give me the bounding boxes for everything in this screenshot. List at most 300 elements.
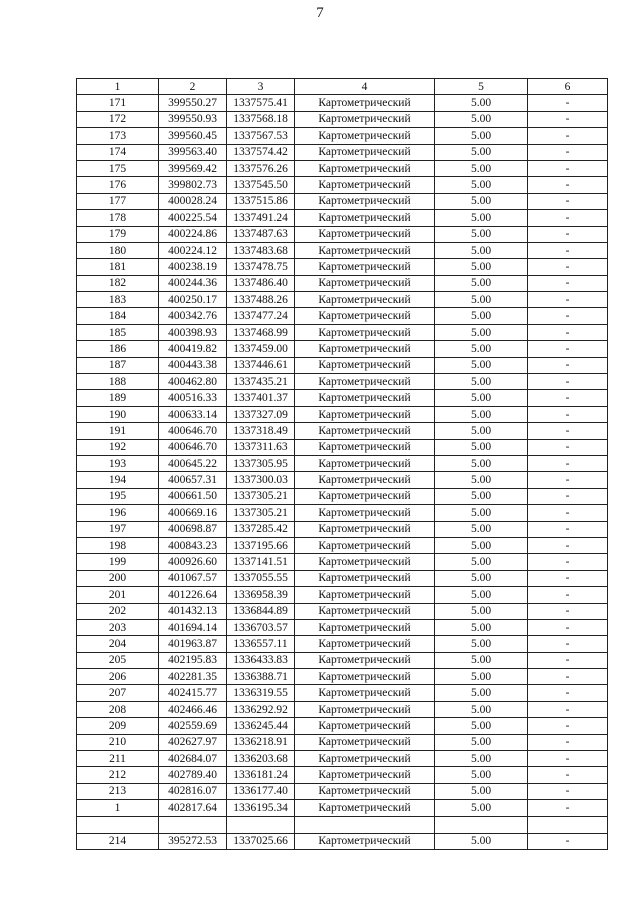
blank-separator-row bbox=[77, 816, 608, 833]
column-header-1: 1 bbox=[77, 79, 159, 95]
description-cell: - bbox=[528, 505, 608, 521]
x-coordinate-cell: 401694.14 bbox=[159, 619, 227, 635]
table-row bbox=[77, 193, 608, 209]
x-coordinate-cell: 399802.73 bbox=[159, 177, 227, 193]
method-cell: Картометрический bbox=[295, 587, 435, 603]
point-number-cell: 205 bbox=[77, 652, 159, 668]
y-coordinate-cell: 1336388.71 bbox=[227, 669, 295, 685]
description-cell: - bbox=[528, 111, 608, 127]
accuracy-cell: 5.00 bbox=[435, 95, 528, 111]
table-row bbox=[77, 111, 608, 127]
column-header-2: 2 bbox=[159, 79, 227, 95]
y-coordinate-cell: 1336218.91 bbox=[227, 734, 295, 750]
description-cell: - bbox=[528, 95, 608, 111]
coordinates-table bbox=[76, 78, 608, 850]
accuracy-cell: 5.00 bbox=[435, 275, 528, 291]
y-coordinate-cell: 1336557.11 bbox=[227, 636, 295, 652]
point-number-cell: 189 bbox=[77, 390, 159, 406]
description-cell: - bbox=[528, 603, 608, 619]
description-cell: - bbox=[528, 275, 608, 291]
y-coordinate-cell: 1337575.41 bbox=[227, 95, 295, 111]
y-coordinate-cell: 1337515.86 bbox=[227, 193, 295, 209]
accuracy-cell: 5.00 bbox=[435, 570, 528, 586]
method-cell: Картометрический bbox=[295, 603, 435, 619]
method-cell: Картометрический bbox=[295, 718, 435, 734]
y-coordinate-cell: 1337486.40 bbox=[227, 275, 295, 291]
point-number-cell: 195 bbox=[77, 488, 159, 504]
accuracy-cell: 5.00 bbox=[435, 521, 528, 537]
point-number-cell: 188 bbox=[77, 374, 159, 390]
accuracy-cell: 5.00 bbox=[435, 193, 528, 209]
accuracy-cell: 5.00 bbox=[435, 423, 528, 439]
point-number-cell: 1 bbox=[77, 800, 159, 816]
x-coordinate-cell: 400398.93 bbox=[159, 324, 227, 340]
method-cell: Картометрический bbox=[295, 455, 435, 471]
table-row bbox=[77, 521, 608, 537]
point-number-cell: 182 bbox=[77, 275, 159, 291]
method-cell: Картометрический bbox=[295, 275, 435, 291]
x-coordinate-cell: 400633.14 bbox=[159, 406, 227, 422]
table-row bbox=[77, 177, 608, 193]
description-cell: - bbox=[528, 259, 608, 275]
accuracy-cell: 5.00 bbox=[435, 226, 528, 242]
accuracy-cell: 5.00 bbox=[435, 128, 528, 144]
point-number-cell: 172 bbox=[77, 111, 159, 127]
point-number-cell: 197 bbox=[77, 521, 159, 537]
point-number-cell: 181 bbox=[77, 259, 159, 275]
y-coordinate-cell: 1337195.66 bbox=[227, 537, 295, 553]
x-coordinate-cell: 399550.27 bbox=[159, 95, 227, 111]
description-cell: - bbox=[528, 226, 608, 242]
table-row bbox=[77, 423, 608, 439]
method-cell: Картометрический bbox=[295, 767, 435, 783]
point-number-cell: 178 bbox=[77, 210, 159, 226]
x-coordinate-cell: 400419.82 bbox=[159, 341, 227, 357]
accuracy-cell: 5.00 bbox=[435, 357, 528, 373]
method-cell: Картометрический bbox=[295, 160, 435, 176]
method-cell: Картометрический bbox=[295, 111, 435, 127]
x-coordinate-cell: 402816.07 bbox=[159, 783, 227, 799]
accuracy-cell: 5.00 bbox=[435, 751, 528, 767]
empty-cell bbox=[295, 816, 435, 833]
point-number-cell: 190 bbox=[77, 406, 159, 422]
point-number-cell: 187 bbox=[77, 357, 159, 373]
table-row bbox=[77, 767, 608, 783]
method-cell: Картометрический bbox=[295, 226, 435, 242]
description-cell: - bbox=[528, 406, 608, 422]
y-coordinate-cell: 1337305.21 bbox=[227, 488, 295, 504]
point-number-cell: 175 bbox=[77, 160, 159, 176]
x-coordinate-cell: 399550.93 bbox=[159, 111, 227, 127]
column-header-4: 4 bbox=[295, 79, 435, 95]
method-cell: Картометрический bbox=[295, 521, 435, 537]
table-row bbox=[77, 324, 608, 340]
x-coordinate-cell: 400224.12 bbox=[159, 242, 227, 258]
method-cell: Картометрический bbox=[295, 144, 435, 160]
point-number-cell: 183 bbox=[77, 292, 159, 308]
table-row bbox=[77, 472, 608, 488]
description-cell: - bbox=[528, 193, 608, 209]
description-cell: - bbox=[528, 734, 608, 750]
accuracy-cell: 5.00 bbox=[435, 767, 528, 783]
x-coordinate-cell: 401067.57 bbox=[159, 570, 227, 586]
y-coordinate-cell: 1337311.63 bbox=[227, 439, 295, 455]
accuracy-cell: 5.00 bbox=[435, 308, 528, 324]
y-coordinate-cell: 1337327.09 bbox=[227, 406, 295, 422]
point-number-cell: 186 bbox=[77, 341, 159, 357]
column-header-3: 3 bbox=[227, 79, 295, 95]
point-number-cell: 177 bbox=[77, 193, 159, 209]
description-cell: - bbox=[528, 210, 608, 226]
y-coordinate-cell: 1337477.24 bbox=[227, 308, 295, 324]
description-cell: - bbox=[528, 324, 608, 340]
method-cell: Картометрический bbox=[295, 308, 435, 324]
x-coordinate-cell: 402789.40 bbox=[159, 767, 227, 783]
description-cell: - bbox=[528, 833, 608, 849]
table-row bbox=[77, 783, 608, 799]
table-row bbox=[77, 570, 608, 586]
x-coordinate-cell: 400224.86 bbox=[159, 226, 227, 242]
y-coordinate-cell: 1337305.95 bbox=[227, 455, 295, 471]
accuracy-cell: 5.00 bbox=[435, 718, 528, 734]
description-cell: - bbox=[528, 242, 608, 258]
accuracy-cell: 5.00 bbox=[435, 652, 528, 668]
method-cell: Картометрический bbox=[295, 177, 435, 193]
x-coordinate-cell: 402627.97 bbox=[159, 734, 227, 750]
y-coordinate-cell: 1336195.34 bbox=[227, 800, 295, 816]
x-coordinate-cell: 402195.83 bbox=[159, 652, 227, 668]
description-cell: - bbox=[528, 685, 608, 701]
point-number-cell: 207 bbox=[77, 685, 159, 701]
x-coordinate-cell: 400646.70 bbox=[159, 439, 227, 455]
table-row bbox=[77, 210, 608, 226]
method-cell: Картометрический bbox=[295, 423, 435, 439]
method-cell: Картометрический bbox=[295, 554, 435, 570]
y-coordinate-cell: 1337488.26 bbox=[227, 292, 295, 308]
x-coordinate-cell: 402415.77 bbox=[159, 685, 227, 701]
method-cell: Картометрический bbox=[295, 783, 435, 799]
method-cell: Картометрический bbox=[295, 652, 435, 668]
method-cell: Картометрический bbox=[295, 505, 435, 521]
x-coordinate-cell: 400238.19 bbox=[159, 259, 227, 275]
point-number-cell: 192 bbox=[77, 439, 159, 455]
table-row bbox=[77, 374, 608, 390]
x-coordinate-cell: 399569.42 bbox=[159, 160, 227, 176]
description-cell: - bbox=[528, 439, 608, 455]
x-coordinate-cell: 400645.22 bbox=[159, 455, 227, 471]
description-cell: - bbox=[528, 669, 608, 685]
point-number-cell: 173 bbox=[77, 128, 159, 144]
table-row bbox=[77, 554, 608, 570]
table-row bbox=[77, 357, 608, 373]
coordinates-table-body bbox=[77, 79, 608, 850]
accuracy-cell: 5.00 bbox=[435, 619, 528, 635]
y-coordinate-cell: 1336203.68 bbox=[227, 751, 295, 767]
accuracy-cell: 5.00 bbox=[435, 374, 528, 390]
x-coordinate-cell: 400342.76 bbox=[159, 308, 227, 324]
description-cell: - bbox=[528, 521, 608, 537]
method-cell: Картометрический bbox=[295, 619, 435, 635]
y-coordinate-cell: 1337435.21 bbox=[227, 374, 295, 390]
description-cell: - bbox=[528, 128, 608, 144]
table-row bbox=[77, 505, 608, 521]
table-row bbox=[77, 488, 608, 504]
method-cell: Картометрический bbox=[295, 636, 435, 652]
description-cell: - bbox=[528, 767, 608, 783]
method-cell: Картометрический bbox=[295, 669, 435, 685]
accuracy-cell: 5.00 bbox=[435, 439, 528, 455]
method-cell: Картометрический bbox=[295, 374, 435, 390]
description-cell: - bbox=[528, 783, 608, 799]
point-number-cell: 213 bbox=[77, 783, 159, 799]
description-cell: - bbox=[528, 488, 608, 504]
x-coordinate-cell: 399560.45 bbox=[159, 128, 227, 144]
table-row bbox=[77, 144, 608, 160]
page-number: 7 bbox=[316, 5, 324, 21]
description-cell: - bbox=[528, 472, 608, 488]
point-number-cell: 198 bbox=[77, 537, 159, 553]
table-row bbox=[77, 275, 608, 291]
x-coordinate-cell: 399563.40 bbox=[159, 144, 227, 160]
table-row bbox=[77, 652, 608, 668]
method-cell: Картометрический bbox=[295, 734, 435, 750]
x-coordinate-cell: 395272.53 bbox=[159, 833, 227, 849]
method-cell: Картометрический bbox=[295, 95, 435, 111]
x-coordinate-cell: 400657.31 bbox=[159, 472, 227, 488]
accuracy-cell: 5.00 bbox=[435, 111, 528, 127]
point-number-cell: 179 bbox=[77, 226, 159, 242]
table-row bbox=[77, 455, 608, 471]
y-coordinate-cell: 1337318.49 bbox=[227, 423, 295, 439]
empty-cell bbox=[159, 816, 227, 833]
empty-cell bbox=[77, 816, 159, 833]
table-header-row bbox=[77, 79, 608, 95]
table-row bbox=[77, 685, 608, 701]
table-row bbox=[77, 406, 608, 422]
accuracy-cell: 5.00 bbox=[435, 144, 528, 160]
accuracy-cell: 5.00 bbox=[435, 390, 528, 406]
x-coordinate-cell: 402466.46 bbox=[159, 701, 227, 717]
point-number-cell: 176 bbox=[77, 177, 159, 193]
x-coordinate-cell: 400244.36 bbox=[159, 275, 227, 291]
table-row bbox=[77, 341, 608, 357]
x-coordinate-cell: 402559.69 bbox=[159, 718, 227, 734]
y-coordinate-cell: 1337491.24 bbox=[227, 210, 295, 226]
point-number-cell: 206 bbox=[77, 669, 159, 685]
x-coordinate-cell: 400646.70 bbox=[159, 423, 227, 439]
method-cell: Картометрический bbox=[295, 341, 435, 357]
description-cell: - bbox=[528, 177, 608, 193]
table-row bbox=[77, 292, 608, 308]
point-number-cell: 210 bbox=[77, 734, 159, 750]
table-row bbox=[77, 226, 608, 242]
method-cell: Картометрический bbox=[295, 357, 435, 373]
table-row bbox=[77, 308, 608, 324]
point-number-cell: 185 bbox=[77, 324, 159, 340]
accuracy-cell: 5.00 bbox=[435, 505, 528, 521]
table-row bbox=[77, 128, 608, 144]
accuracy-cell: 5.00 bbox=[435, 242, 528, 258]
y-coordinate-cell: 1337305.21 bbox=[227, 505, 295, 521]
description-cell: - bbox=[528, 308, 608, 324]
method-cell: Картометрический bbox=[295, 537, 435, 553]
accuracy-cell: 5.00 bbox=[435, 537, 528, 553]
point-number-cell: 171 bbox=[77, 95, 159, 111]
method-cell: Картометрический bbox=[295, 193, 435, 209]
y-coordinate-cell: 1336433.83 bbox=[227, 652, 295, 668]
y-coordinate-cell: 1336181.24 bbox=[227, 767, 295, 783]
y-coordinate-cell: 1337300.03 bbox=[227, 472, 295, 488]
description-cell: - bbox=[528, 455, 608, 471]
x-coordinate-cell: 400250.17 bbox=[159, 292, 227, 308]
x-coordinate-cell: 400926.60 bbox=[159, 554, 227, 570]
x-coordinate-cell: 400225.54 bbox=[159, 210, 227, 226]
description-cell: - bbox=[528, 619, 608, 635]
y-coordinate-cell: 1337483.68 bbox=[227, 242, 295, 258]
description-cell: - bbox=[528, 570, 608, 586]
method-cell: Картометрический bbox=[295, 324, 435, 340]
point-number-cell: 193 bbox=[77, 455, 159, 471]
column-header-5: 5 bbox=[435, 79, 528, 95]
method-cell: Картометрический bbox=[295, 751, 435, 767]
accuracy-cell: 5.00 bbox=[435, 669, 528, 685]
table-row bbox=[77, 619, 608, 635]
y-coordinate-cell: 1337487.63 bbox=[227, 226, 295, 242]
method-cell: Картометрический bbox=[295, 292, 435, 308]
y-coordinate-cell: 1337446.61 bbox=[227, 357, 295, 373]
description-cell: - bbox=[528, 341, 608, 357]
table-row bbox=[77, 751, 608, 767]
empty-cell bbox=[227, 816, 295, 833]
x-coordinate-cell: 400443.38 bbox=[159, 357, 227, 373]
x-coordinate-cell: 401432.13 bbox=[159, 603, 227, 619]
point-number-cell: 204 bbox=[77, 636, 159, 652]
table-row bbox=[77, 636, 608, 652]
table-row bbox=[77, 587, 608, 603]
accuracy-cell: 5.00 bbox=[435, 783, 528, 799]
point-number-cell: 174 bbox=[77, 144, 159, 160]
accuracy-cell: 5.00 bbox=[435, 406, 528, 422]
point-number-cell: 200 bbox=[77, 570, 159, 586]
accuracy-cell: 5.00 bbox=[435, 587, 528, 603]
method-cell: Картометрический bbox=[295, 439, 435, 455]
point-number-cell: 202 bbox=[77, 603, 159, 619]
method-cell: Картометрический bbox=[295, 390, 435, 406]
table-row bbox=[77, 800, 608, 816]
point-number-cell: 214 bbox=[77, 833, 159, 849]
description-cell: - bbox=[528, 390, 608, 406]
description-cell: - bbox=[528, 636, 608, 652]
point-number-cell: 196 bbox=[77, 505, 159, 521]
y-coordinate-cell: 1337401.37 bbox=[227, 390, 295, 406]
table-row bbox=[77, 390, 608, 406]
point-number-cell: 191 bbox=[77, 423, 159, 439]
method-cell: Картометрический bbox=[295, 259, 435, 275]
accuracy-cell: 5.00 bbox=[435, 324, 528, 340]
method-cell: Картометрический bbox=[295, 128, 435, 144]
y-coordinate-cell: 1337055.55 bbox=[227, 570, 295, 586]
method-cell: Картометрический bbox=[295, 488, 435, 504]
x-coordinate-cell: 402817.64 bbox=[159, 800, 227, 816]
description-cell: - bbox=[528, 554, 608, 570]
empty-cell bbox=[528, 816, 608, 833]
y-coordinate-cell: 1337459.00 bbox=[227, 341, 295, 357]
y-coordinate-cell: 1336844.89 bbox=[227, 603, 295, 619]
table-row bbox=[77, 439, 608, 455]
description-cell: - bbox=[528, 718, 608, 734]
accuracy-cell: 5.00 bbox=[435, 210, 528, 226]
accuracy-cell: 5.00 bbox=[435, 636, 528, 652]
table-row bbox=[77, 734, 608, 750]
point-number-cell: 203 bbox=[77, 619, 159, 635]
y-coordinate-cell: 1336958.39 bbox=[227, 587, 295, 603]
accuracy-cell: 5.00 bbox=[435, 259, 528, 275]
accuracy-cell: 5.00 bbox=[435, 472, 528, 488]
point-number-cell: 184 bbox=[77, 308, 159, 324]
column-header-6: 6 bbox=[528, 79, 608, 95]
table-row bbox=[77, 259, 608, 275]
table-row bbox=[77, 701, 608, 717]
x-coordinate-cell: 401963.87 bbox=[159, 636, 227, 652]
point-number-cell: 194 bbox=[77, 472, 159, 488]
table-row bbox=[77, 833, 608, 849]
x-coordinate-cell: 402684.07 bbox=[159, 751, 227, 767]
x-coordinate-cell: 400669.16 bbox=[159, 505, 227, 521]
description-cell: - bbox=[528, 800, 608, 816]
accuracy-cell: 5.00 bbox=[435, 833, 528, 849]
y-coordinate-cell: 1337025.66 bbox=[227, 833, 295, 849]
y-coordinate-cell: 1336292.92 bbox=[227, 701, 295, 717]
method-cell: Картометрический bbox=[295, 701, 435, 717]
table-row bbox=[77, 669, 608, 685]
table-row bbox=[77, 603, 608, 619]
x-coordinate-cell: 401226.64 bbox=[159, 587, 227, 603]
method-cell: Картометрический bbox=[295, 800, 435, 816]
point-number-cell: 180 bbox=[77, 242, 159, 258]
accuracy-cell: 5.00 bbox=[435, 554, 528, 570]
method-cell: Картометрический bbox=[295, 685, 435, 701]
y-coordinate-cell: 1337141.51 bbox=[227, 554, 295, 570]
method-cell: Картометрический bbox=[295, 210, 435, 226]
accuracy-cell: 5.00 bbox=[435, 488, 528, 504]
accuracy-cell: 5.00 bbox=[435, 734, 528, 750]
description-cell: - bbox=[528, 160, 608, 176]
x-coordinate-cell: 400462.80 bbox=[159, 374, 227, 390]
description-cell: - bbox=[528, 357, 608, 373]
description-cell: - bbox=[528, 652, 608, 668]
method-cell: Картометрический bbox=[295, 833, 435, 849]
method-cell: Картометрический bbox=[295, 570, 435, 586]
y-coordinate-cell: 1336245.44 bbox=[227, 718, 295, 734]
description-cell: - bbox=[528, 144, 608, 160]
description-cell: - bbox=[528, 587, 608, 603]
description-cell: - bbox=[528, 537, 608, 553]
accuracy-cell: 5.00 bbox=[435, 800, 528, 816]
accuracy-cell: 5.00 bbox=[435, 603, 528, 619]
y-coordinate-cell: 1337478.75 bbox=[227, 259, 295, 275]
y-coordinate-cell: 1337568.18 bbox=[227, 111, 295, 127]
point-number-cell: 212 bbox=[77, 767, 159, 783]
method-cell: Картометрический bbox=[295, 406, 435, 422]
y-coordinate-cell: 1337574.42 bbox=[227, 144, 295, 160]
y-coordinate-cell: 1337545.50 bbox=[227, 177, 295, 193]
point-number-cell: 199 bbox=[77, 554, 159, 570]
x-coordinate-cell: 400661.50 bbox=[159, 488, 227, 504]
table-row bbox=[77, 718, 608, 734]
method-cell: Картометрический bbox=[295, 242, 435, 258]
y-coordinate-cell: 1336177.40 bbox=[227, 783, 295, 799]
method-cell: Картометрический bbox=[295, 472, 435, 488]
